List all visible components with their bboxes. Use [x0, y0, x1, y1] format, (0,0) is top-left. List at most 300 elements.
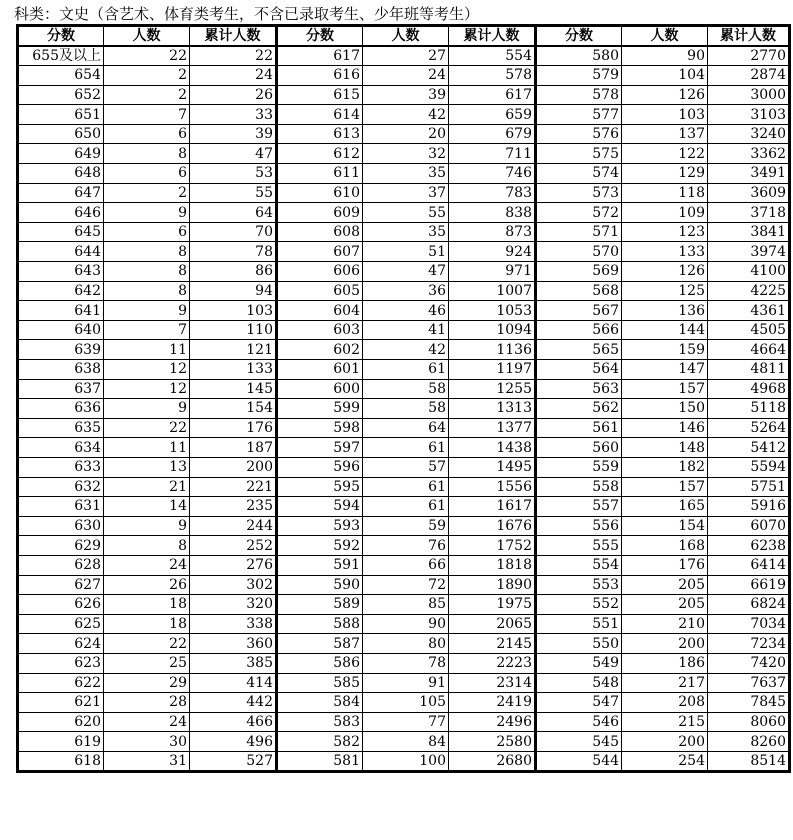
score-cell: 620 [18, 712, 104, 732]
count-cell: 146 [622, 418, 708, 438]
table-row [18, 634, 790, 654]
count-cell: 9 [104, 203, 190, 223]
cumulative-cell: 1676 [449, 516, 536, 536]
table-row [18, 693, 790, 713]
cumulative-cell: 55 [190, 183, 277, 203]
cumulative-cell: 244 [190, 516, 277, 536]
score-cell: 558 [536, 477, 622, 497]
cumulative-cell: 4664 [708, 340, 790, 360]
cumulative-cell: 1495 [449, 457, 536, 477]
cumulative-cell: 3609 [708, 183, 790, 203]
count-cell: 200 [622, 634, 708, 654]
cumulative-cell: 466 [190, 712, 277, 732]
count-cell: 11 [104, 438, 190, 458]
score-cell: 554 [536, 555, 622, 575]
cumulative-cell: 2419 [449, 693, 536, 713]
count-cell: 91 [363, 673, 449, 693]
count-cell: 32 [363, 144, 449, 164]
count-cell: 36 [363, 281, 449, 301]
score-cell: 647 [18, 183, 104, 203]
count-cell: 9 [104, 516, 190, 536]
count-cell: 7 [104, 105, 190, 125]
count-cell: 30 [104, 732, 190, 752]
cumulative-cell: 103 [190, 301, 277, 321]
count-cell: 8 [104, 281, 190, 301]
table-row [18, 203, 790, 223]
cumulative-cell: 7637 [708, 673, 790, 693]
table-row [18, 497, 790, 517]
count-cell: 8 [104, 144, 190, 164]
count-cell: 6 [104, 164, 190, 184]
cumulative-cell: 1313 [449, 399, 536, 419]
cumulative-cell: 360 [190, 634, 277, 654]
cumulative-cell: 4968 [708, 379, 790, 399]
score-cell: 586 [277, 653, 363, 673]
count-cell: 147 [622, 360, 708, 380]
cumulative-cell: 252 [190, 536, 277, 556]
cumulative-cell: 578 [449, 66, 536, 86]
cumulative-cell: 200 [190, 457, 277, 477]
table-row [18, 360, 790, 380]
cumulative-cell: 4100 [708, 262, 790, 282]
header-row [18, 26, 790, 47]
table-row [18, 536, 790, 556]
score-cell: 631 [18, 497, 104, 517]
count-cell: 125 [622, 281, 708, 301]
score-cell: 634 [18, 438, 104, 458]
table-row [18, 418, 790, 438]
cumulative-cell: 554 [449, 46, 536, 66]
count-cell: 90 [363, 614, 449, 634]
cumulative-cell: 2496 [449, 712, 536, 732]
score-cell: 603 [277, 320, 363, 340]
cumulative-cell: 221 [190, 477, 277, 497]
score-cell: 604 [277, 301, 363, 321]
table-row [18, 124, 790, 144]
score-cell: 548 [536, 673, 622, 693]
score-cell: 609 [277, 203, 363, 223]
score-cell: 589 [277, 595, 363, 615]
score-cell: 593 [277, 516, 363, 536]
cumulative-cell: 2770 [708, 46, 790, 66]
cumulative-cell: 617 [449, 85, 536, 105]
cumulative-cell: 5264 [708, 418, 790, 438]
header-count: 人数 [104, 26, 190, 47]
cumulative-cell: 6824 [708, 595, 790, 615]
score-cell: 597 [277, 438, 363, 458]
score-cell: 583 [277, 712, 363, 732]
count-cell: 118 [622, 183, 708, 203]
cumulative-cell: 320 [190, 595, 277, 615]
count-cell: 123 [622, 222, 708, 242]
count-cell: 37 [363, 183, 449, 203]
score-cell: 624 [18, 634, 104, 654]
header-cumulative: 累计人数 [190, 26, 277, 47]
score-cell: 598 [277, 418, 363, 438]
score-cell: 578 [536, 85, 622, 105]
score-cell: 610 [277, 183, 363, 203]
cumulative-cell: 176 [190, 418, 277, 438]
count-cell: 157 [622, 379, 708, 399]
count-cell: 12 [104, 360, 190, 380]
table-row [18, 320, 790, 340]
cumulative-cell: 24 [190, 66, 277, 86]
cumulative-cell: 1094 [449, 320, 536, 340]
count-cell: 205 [622, 575, 708, 595]
count-cell: 217 [622, 673, 708, 693]
count-cell: 103 [622, 105, 708, 125]
score-cell: 627 [18, 575, 104, 595]
cumulative-cell: 94 [190, 281, 277, 301]
score-cell: 580 [536, 46, 622, 66]
count-cell: 21 [104, 477, 190, 497]
score-cell: 591 [277, 555, 363, 575]
count-cell: 24 [363, 66, 449, 86]
count-cell: 129 [622, 164, 708, 184]
cumulative-cell: 6070 [708, 516, 790, 536]
cumulative-cell: 8514 [708, 751, 790, 771]
score-cell: 616 [277, 66, 363, 86]
header-count: 人数 [363, 26, 449, 47]
score-cell: 572 [536, 203, 622, 223]
score-cell: 566 [536, 320, 622, 340]
table-row [18, 399, 790, 419]
count-cell: 42 [363, 340, 449, 360]
cumulative-cell: 1438 [449, 438, 536, 458]
count-cell: 126 [622, 262, 708, 282]
cumulative-cell: 1377 [449, 418, 536, 438]
score-cell: 639 [18, 340, 104, 360]
count-cell: 150 [622, 399, 708, 419]
score-cell: 607 [277, 242, 363, 262]
count-cell: 84 [363, 732, 449, 752]
count-cell: 144 [622, 320, 708, 340]
table-row [18, 66, 790, 86]
count-cell: 77 [363, 712, 449, 732]
cumulative-cell: 659 [449, 105, 536, 125]
score-cell: 629 [18, 536, 104, 556]
count-cell: 55 [363, 203, 449, 223]
score-cell: 587 [277, 634, 363, 654]
score-cell: 579 [536, 66, 622, 86]
score-cell: 644 [18, 242, 104, 262]
table-row [18, 477, 790, 497]
table-row [18, 575, 790, 595]
cumulative-cell: 5751 [708, 477, 790, 497]
score-cell: 613 [277, 124, 363, 144]
count-cell: 57 [363, 457, 449, 477]
score-cell: 621 [18, 693, 104, 713]
count-cell: 9 [104, 301, 190, 321]
cumulative-cell: 3103 [708, 105, 790, 125]
count-cell: 148 [622, 438, 708, 458]
table-row [18, 595, 790, 615]
count-cell: 205 [622, 595, 708, 615]
count-cell: 137 [622, 124, 708, 144]
table-row [18, 281, 790, 301]
table-row [18, 144, 790, 164]
score-cell: 551 [536, 614, 622, 634]
score-cell: 575 [536, 144, 622, 164]
count-cell: 25 [104, 653, 190, 673]
cumulative-cell: 1752 [449, 536, 536, 556]
cumulative-cell: 302 [190, 575, 277, 595]
score-cell: 646 [18, 203, 104, 223]
table-row [18, 164, 790, 184]
score-cell: 590 [277, 575, 363, 595]
cumulative-cell: 2680 [449, 751, 536, 771]
cumulative-cell: 1617 [449, 497, 536, 517]
cumulative-cell: 3362 [708, 144, 790, 164]
count-cell: 26 [104, 575, 190, 595]
count-cell: 8 [104, 242, 190, 262]
cumulative-cell: 3718 [708, 203, 790, 223]
score-cell: 546 [536, 712, 622, 732]
cumulative-cell: 39 [190, 124, 277, 144]
cumulative-cell: 783 [449, 183, 536, 203]
cumulative-cell: 86 [190, 262, 277, 282]
count-cell: 58 [363, 399, 449, 419]
score-cell: 649 [18, 144, 104, 164]
count-cell: 46 [363, 301, 449, 321]
cumulative-cell: 3974 [708, 242, 790, 262]
count-cell: 11 [104, 340, 190, 360]
count-cell: 39 [363, 85, 449, 105]
cumulative-cell: 145 [190, 379, 277, 399]
count-cell: 208 [622, 693, 708, 713]
count-cell: 176 [622, 555, 708, 575]
count-cell: 76 [363, 536, 449, 556]
cumulative-cell: 4225 [708, 281, 790, 301]
score-cell: 642 [18, 281, 104, 301]
score-cell: 641 [18, 301, 104, 321]
count-cell: 200 [622, 732, 708, 752]
score-cell: 596 [277, 457, 363, 477]
cumulative-cell: 1053 [449, 301, 536, 321]
cumulative-cell: 110 [190, 320, 277, 340]
cumulative-cell: 2580 [449, 732, 536, 752]
score-cell: 626 [18, 595, 104, 615]
count-cell: 47 [363, 262, 449, 282]
score-cell: 560 [536, 438, 622, 458]
count-cell: 157 [622, 477, 708, 497]
count-cell: 64 [363, 418, 449, 438]
score-cell: 601 [277, 360, 363, 380]
score-cell: 563 [536, 379, 622, 399]
score-cell: 648 [18, 164, 104, 184]
count-cell: 59 [363, 516, 449, 536]
cumulative-cell: 4505 [708, 320, 790, 340]
cumulative-cell: 2065 [449, 614, 536, 634]
count-cell: 90 [622, 46, 708, 66]
cumulative-cell: 5412 [708, 438, 790, 458]
cumulative-cell: 971 [449, 262, 536, 282]
count-cell: 126 [622, 85, 708, 105]
count-cell: 122 [622, 144, 708, 164]
cumulative-cell: 5594 [708, 457, 790, 477]
count-cell: 2 [104, 66, 190, 86]
score-cell: 635 [18, 418, 104, 438]
score-cell: 565 [536, 340, 622, 360]
score-cell: 618 [18, 751, 104, 771]
cumulative-cell: 64 [190, 203, 277, 223]
count-cell: 27 [363, 46, 449, 66]
count-cell: 22 [104, 418, 190, 438]
cumulative-cell: 1197 [449, 360, 536, 380]
count-cell: 105 [363, 693, 449, 713]
count-cell: 215 [622, 712, 708, 732]
cumulative-cell: 873 [449, 222, 536, 242]
score-cell: 549 [536, 653, 622, 673]
count-cell: 18 [104, 595, 190, 615]
count-cell: 28 [104, 693, 190, 713]
score-cell: 564 [536, 360, 622, 380]
count-cell: 51 [363, 242, 449, 262]
table-row [18, 457, 790, 477]
score-cell: 584 [277, 693, 363, 713]
count-cell: 35 [363, 164, 449, 184]
count-cell: 6 [104, 124, 190, 144]
count-cell: 109 [622, 203, 708, 223]
count-cell: 24 [104, 555, 190, 575]
cumulative-cell: 4811 [708, 360, 790, 380]
count-cell: 29 [104, 673, 190, 693]
table-row [18, 555, 790, 575]
table-body [18, 46, 790, 771]
cumulative-cell: 338 [190, 614, 277, 634]
count-cell: 61 [363, 477, 449, 497]
count-cell: 168 [622, 536, 708, 556]
count-cell: 42 [363, 105, 449, 125]
cumulative-cell: 1975 [449, 595, 536, 615]
count-cell: 100 [363, 751, 449, 771]
score-cell: 562 [536, 399, 622, 419]
cumulative-cell: 7845 [708, 693, 790, 713]
score-cell: 628 [18, 555, 104, 575]
cumulative-cell: 2314 [449, 673, 536, 693]
table-row [18, 712, 790, 732]
count-cell: 35 [363, 222, 449, 242]
count-cell: 61 [363, 360, 449, 380]
score-cell: 595 [277, 477, 363, 497]
score-cell: 568 [536, 281, 622, 301]
cumulative-cell: 1007 [449, 281, 536, 301]
table-row [18, 85, 790, 105]
cumulative-cell: 154 [190, 399, 277, 419]
cumulative-cell: 838 [449, 203, 536, 223]
count-cell: 136 [622, 301, 708, 321]
count-cell: 41 [363, 320, 449, 340]
cumulative-cell: 6414 [708, 555, 790, 575]
count-cell: 85 [363, 595, 449, 615]
cumulative-cell: 121 [190, 340, 277, 360]
cumulative-cell: 5118 [708, 399, 790, 419]
count-cell: 78 [363, 653, 449, 673]
score-cell: 592 [277, 536, 363, 556]
count-cell: 154 [622, 516, 708, 536]
score-cell: 612 [277, 144, 363, 164]
score-cell: 552 [536, 595, 622, 615]
score-cell: 650 [18, 124, 104, 144]
cumulative-cell: 679 [449, 124, 536, 144]
count-cell: 8 [104, 262, 190, 282]
score-cell: 619 [18, 732, 104, 752]
score-cell: 602 [277, 340, 363, 360]
score-cell: 651 [18, 105, 104, 125]
score-cell: 553 [536, 575, 622, 595]
count-cell: 66 [363, 555, 449, 575]
cumulative-cell: 1556 [449, 477, 536, 497]
score-cell: 638 [18, 360, 104, 380]
score-cell: 654 [18, 66, 104, 86]
score-cell: 640 [18, 320, 104, 340]
score-cell: 632 [18, 477, 104, 497]
table-row [18, 516, 790, 536]
cumulative-cell: 414 [190, 673, 277, 693]
cumulative-cell: 6619 [708, 575, 790, 595]
count-cell: 7 [104, 320, 190, 340]
score-cell: 544 [536, 751, 622, 771]
count-cell: 14 [104, 497, 190, 517]
count-cell: 72 [363, 575, 449, 595]
table-row [18, 673, 790, 693]
table-row [18, 183, 790, 203]
score-cell: 637 [18, 379, 104, 399]
score-cell: 615 [277, 85, 363, 105]
table-caption: 科类：文史（含艺术、体育类考生，不含已录取考生、少年班等考生） [14, 5, 480, 23]
score-cell: 567 [536, 301, 622, 321]
count-cell: 210 [622, 614, 708, 634]
score-cell: 605 [277, 281, 363, 301]
table-row [18, 242, 790, 262]
score-cell: 611 [277, 164, 363, 184]
count-cell: 20 [363, 124, 449, 144]
score-cell: 608 [277, 222, 363, 242]
cumulative-cell: 3240 [708, 124, 790, 144]
cumulative-cell: 78 [190, 242, 277, 262]
table-row [18, 262, 790, 282]
cumulative-cell: 7420 [708, 653, 790, 673]
cumulative-cell: 711 [449, 144, 536, 164]
cumulative-cell: 924 [449, 242, 536, 262]
score-cell: 633 [18, 457, 104, 477]
score-cell: 636 [18, 399, 104, 419]
count-cell: 2 [104, 85, 190, 105]
table-row [18, 340, 790, 360]
score-cell: 652 [18, 85, 104, 105]
count-cell: 58 [363, 379, 449, 399]
score-cell: 655及以上 [18, 46, 104, 66]
score-cell: 614 [277, 105, 363, 125]
score-cell: 617 [277, 46, 363, 66]
cumulative-cell: 26 [190, 85, 277, 105]
count-cell: 182 [622, 457, 708, 477]
header-score: 分数 [536, 26, 622, 47]
count-cell: 31 [104, 751, 190, 771]
score-cell: 556 [536, 516, 622, 536]
cumulative-cell: 2874 [708, 66, 790, 86]
count-cell: 9 [104, 399, 190, 419]
cumulative-cell: 70 [190, 222, 277, 242]
count-cell: 104 [622, 66, 708, 86]
cumulative-cell: 4361 [708, 301, 790, 321]
count-cell: 186 [622, 653, 708, 673]
cumulative-cell: 527 [190, 751, 277, 771]
cumulative-cell: 1255 [449, 379, 536, 399]
cumulative-cell: 1136 [449, 340, 536, 360]
cumulative-cell: 496 [190, 732, 277, 752]
table-row [18, 379, 790, 399]
